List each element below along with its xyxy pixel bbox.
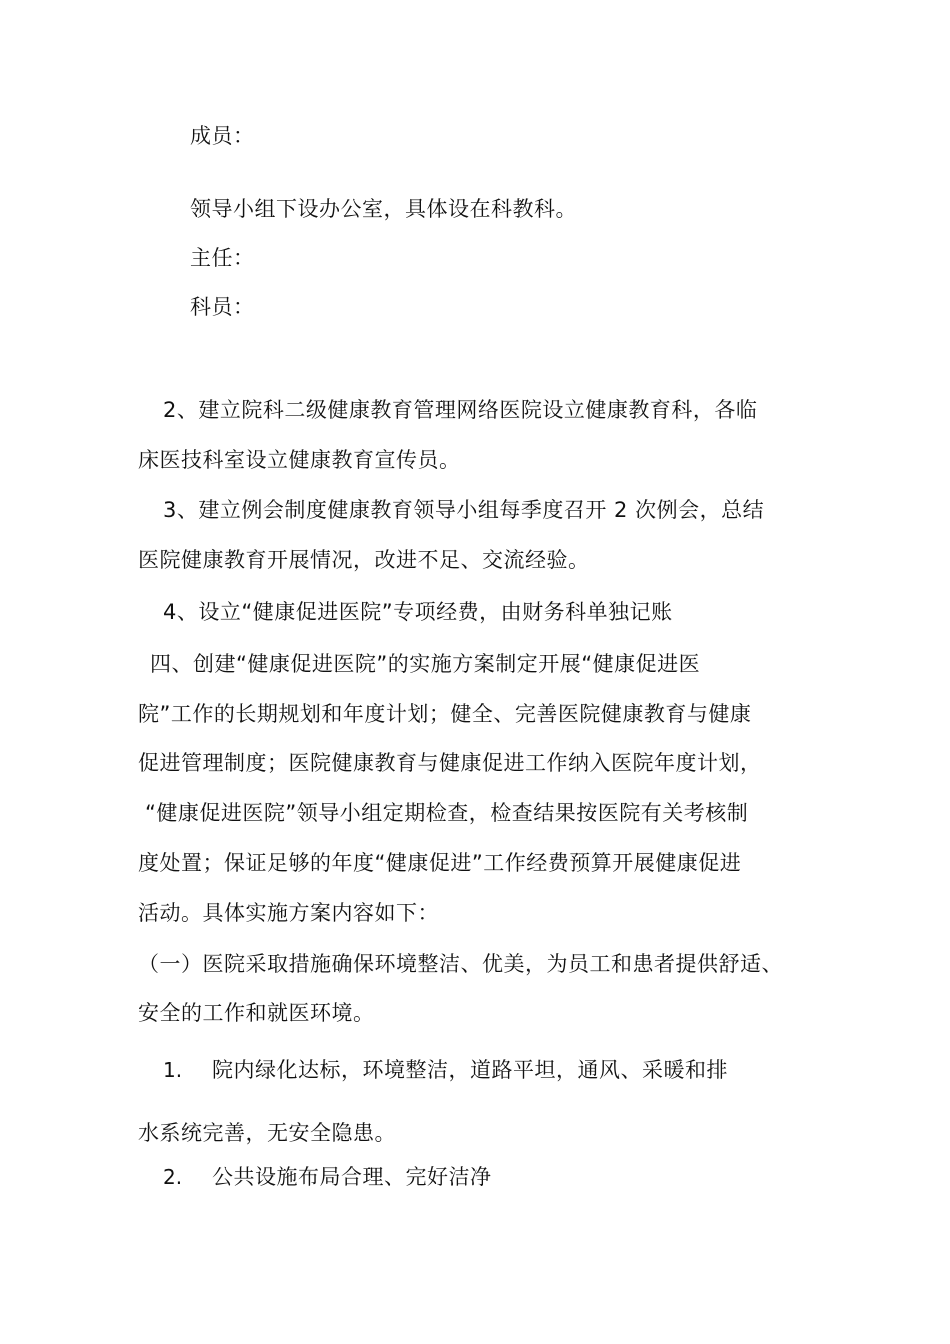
subsection1-line2: 安全的工作和就医环境。 bbox=[138, 1001, 375, 1025]
item3-line1: 3、建立例会制度健康教育领导小组每季度召开 2 次例会，总结 bbox=[163, 498, 765, 522]
director-label: 主任： bbox=[190, 246, 255, 270]
members-label: 成员： bbox=[190, 124, 255, 148]
office-line: 领导小组下设办公室，具体设在科教科。 bbox=[190, 197, 577, 221]
item2-line2: 床医技科室设立健康教育宣传员。 bbox=[138, 448, 461, 472]
list-item2-number: 2. bbox=[163, 1165, 183, 1189]
item2-line1: 2、建立院科二级健康教育管理网络医院设立健康教育科，各临 bbox=[163, 398, 758, 422]
section4-line3: 促进管理制度；医院健康教育与健康促进工作纳入医院年度计划， bbox=[138, 751, 762, 775]
list-item1-line1: 院内绿化达标，环境整洁，道路平坦，通风、采暖和排 bbox=[212, 1058, 728, 1082]
list-item2-line1: 公共设施布局合理、完好洁净 bbox=[212, 1165, 492, 1189]
clerk-label: 科员： bbox=[190, 295, 255, 319]
item3-line2: 医院健康教育开展情况，改进不足、交流经验。 bbox=[138, 548, 590, 572]
list-item1-line2: 水系统完善，无安全隐患。 bbox=[138, 1121, 396, 1145]
section4-line2: 院”工作的长期规划和年度计划；健全、完善医院健康教育与健康 bbox=[138, 702, 752, 726]
item4-line1: 4、设立“健康促进医院”专项经费，由财务科单独记账 bbox=[163, 600, 673, 624]
section4-line4: “健康促进医院”领导小组定期检查，检查结果按医院有关考核制 bbox=[145, 801, 749, 825]
section4-line1: 四、创建“健康促进医院”的实施方案制定开展“健康促进医 bbox=[150, 652, 701, 676]
section4-line5: 度处置；保证足够的年度“健康促进”工作经费预算开展健康促进 bbox=[138, 851, 742, 875]
section4-line6: 活动。具体实施方案内容如下： bbox=[138, 901, 439, 925]
list-item1-number: 1. bbox=[163, 1058, 183, 1082]
subsection1-line1: （一）医院采取措施确保环境整洁、优美，为员工和患者提供舒适、 bbox=[138, 952, 783, 976]
